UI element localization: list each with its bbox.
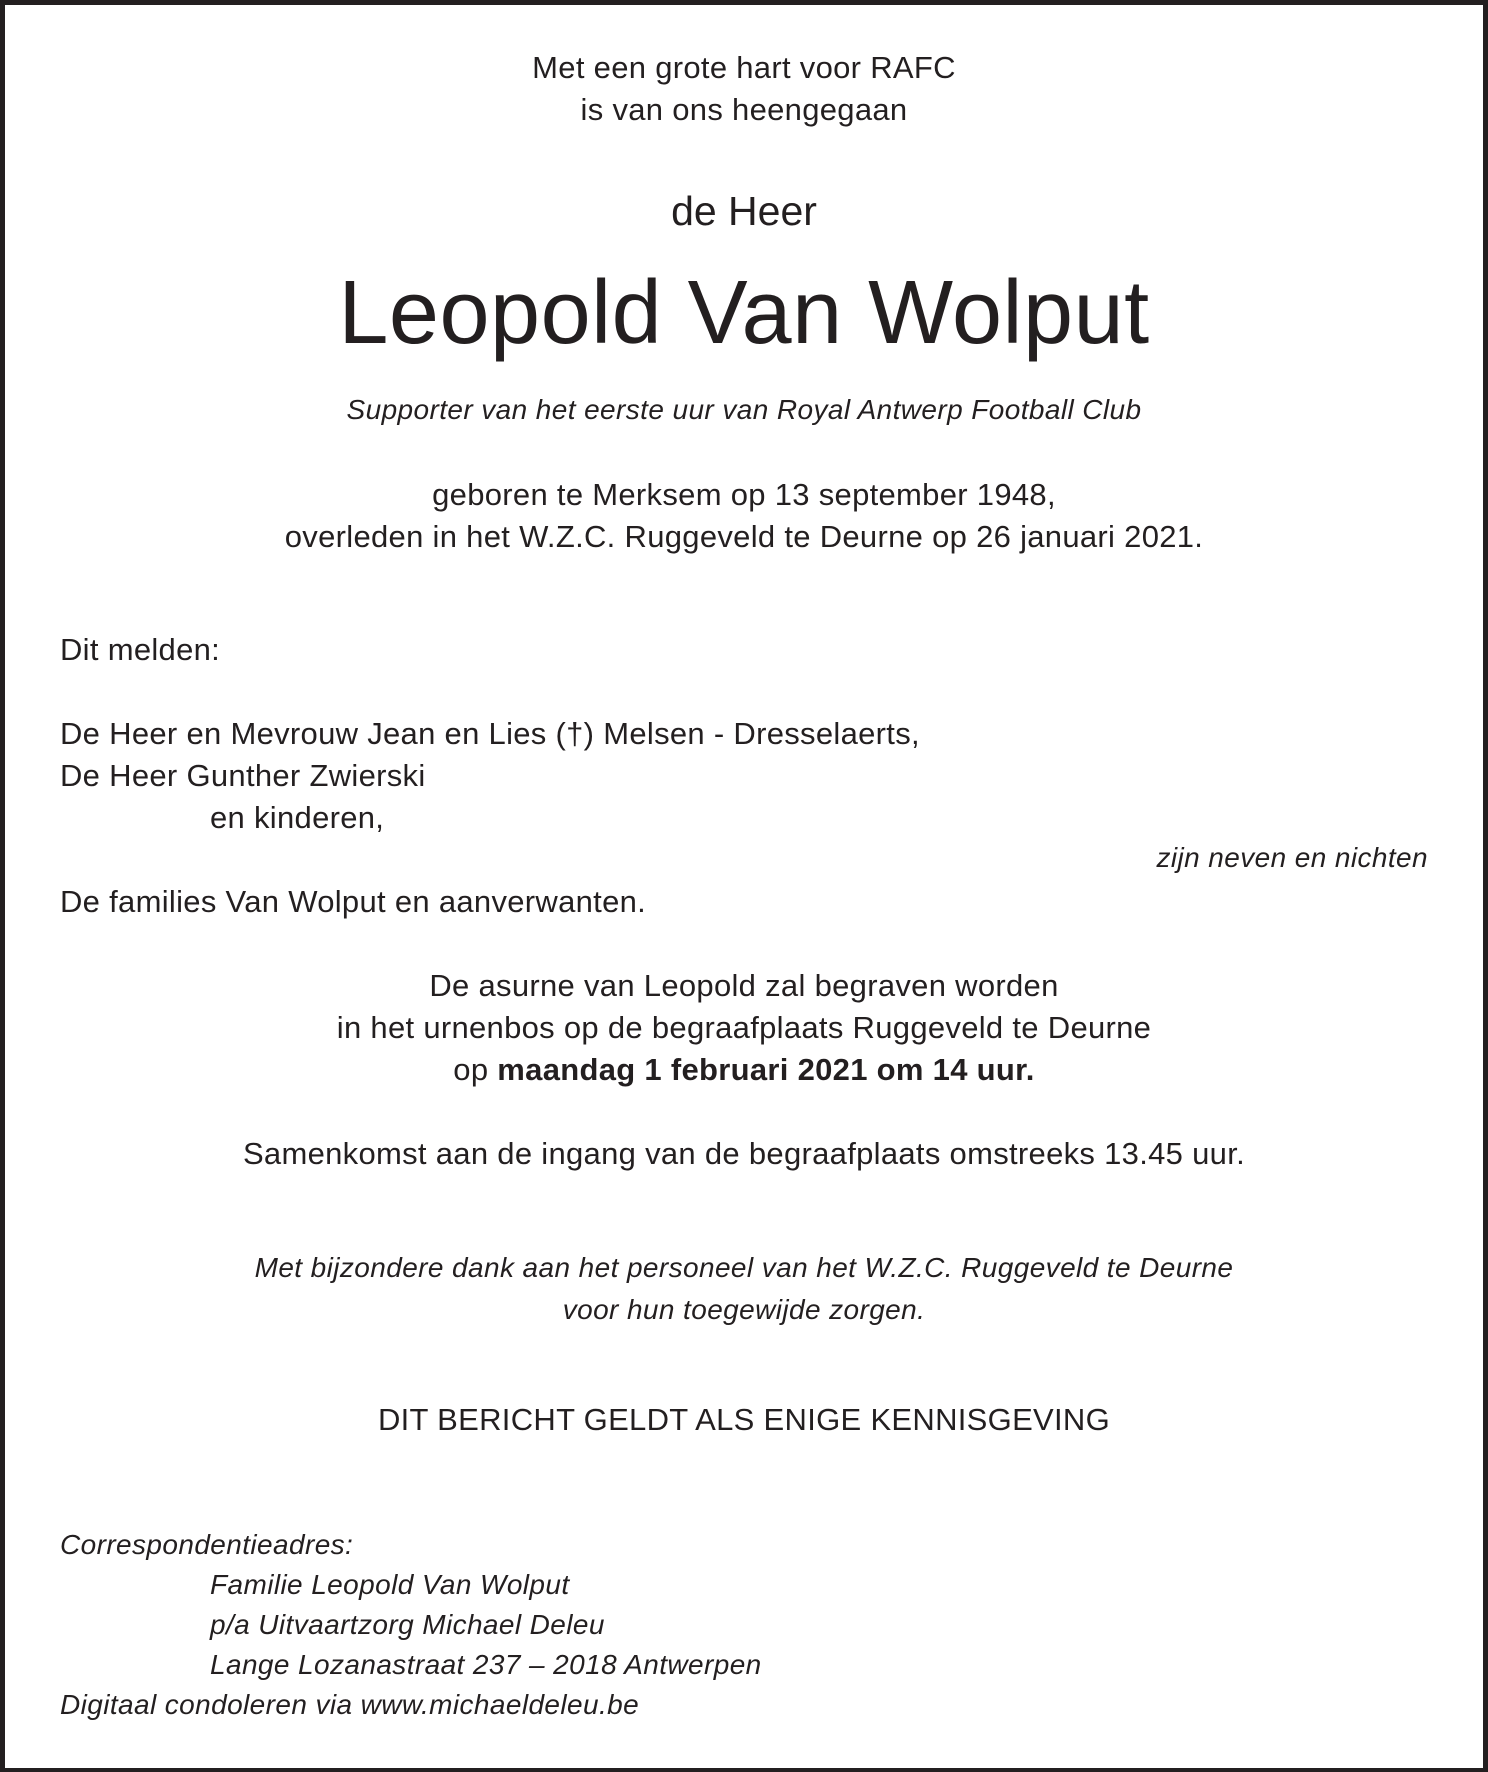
notice: DIT BERICHT GELDT ALS ENIGE KENNISGEVING bbox=[377, 1402, 1111, 1437]
intro-line-1: Met een grote hart voor RAFC bbox=[532, 50, 956, 85]
announcer-line-1: De Heer en Mevrouw Jean en Lies (†) Melsen - Dresselaerts, bbox=[60, 716, 920, 751]
correspondence-line-3: Lange Lozanastraat 237 – 2018 Antwerpen bbox=[210, 1649, 762, 1680]
announcer-line-3: en kinderen, bbox=[210, 800, 385, 835]
announcer-line-2: De Heer Gunther Zwierski bbox=[60, 758, 426, 793]
ceremony-prefix: op bbox=[453, 1052, 489, 1087]
ceremony-line-1: De asurne van Leopold zal begraven worden bbox=[429, 968, 1059, 1003]
announcers-heading: Dit melden: bbox=[60, 632, 221, 667]
gathering-line: Samenkomst aan de ingang van de begraafplaats omstreeks 13.45 uur. bbox=[242, 1136, 1246, 1171]
death-line: overleden in het W.Z.C. Ruggeveld te Deurne op 26 januari 2021. bbox=[284, 519, 1204, 554]
thanks-line-2: voor hun toegewijde zorgen. bbox=[562, 1294, 926, 1325]
correspondence-line-1: Familie Leopold Van Wolput bbox=[210, 1569, 570, 1600]
ceremony-line-2: in het urnenbos op de begraafplaats Ruggeveld te Deurne bbox=[336, 1010, 1152, 1045]
correspondence-line-2: p/a Uitvaartzorg Michael Deleu bbox=[210, 1609, 605, 1640]
honorific-title: de Heer bbox=[671, 188, 817, 234]
birth-line: geboren te Merksem op 13 september 1948, bbox=[432, 477, 1056, 512]
thanks-line-1: Met bijzondere dank aan het personeel van het W.Z.C. Ruggeveld te Deurne bbox=[254, 1252, 1234, 1283]
correspondence-heading: Correspondentieadres: bbox=[60, 1529, 354, 1560]
condolence-line: Digitaal condoleren via www.michaeldeleu.be bbox=[60, 1689, 640, 1720]
announcer-relation: zijn neven en nichten bbox=[1156, 842, 1428, 873]
announcer-line-4: De families Van Wolput en aanverwanten. bbox=[60, 884, 647, 919]
intro-line-2: is van ons heengegaan bbox=[580, 92, 908, 127]
ceremony-line-3 bbox=[0, 1052, 1488, 1088]
deceased-name: Leopold Van Wolput bbox=[338, 263, 1150, 363]
ceremony-date: maandag 1 februari 2021 om 14 uur. bbox=[497, 1052, 1035, 1087]
subtitle: Supporter van het eerste uur van Royal Antwerp Football Club bbox=[346, 394, 1142, 425]
